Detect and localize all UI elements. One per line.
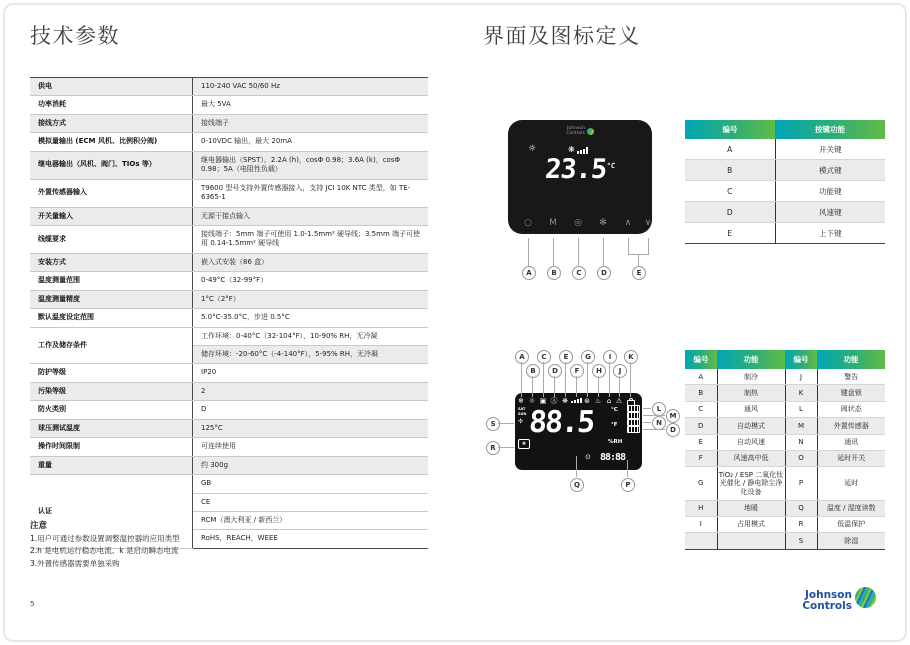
callout-S: S: [486, 417, 500, 431]
callout-M: M: [666, 409, 680, 423]
icons-table-header: 功能: [717, 350, 785, 369]
icon-id: J: [785, 369, 817, 385]
spec-value: 0-49°C（32-99°F）: [193, 272, 429, 290]
table-row: [685, 516, 885, 532]
callout-B: B: [526, 364, 540, 378]
cool-snowflake-icon: ❄: [518, 397, 524, 405]
spec-table: [30, 77, 428, 549]
callout-D: D: [666, 423, 680, 437]
icon-function: 通讯: [817, 434, 885, 450]
table-row: [685, 533, 885, 549]
table-row: [30, 151, 428, 179]
table-row: [685, 418, 885, 434]
table-row: [30, 272, 428, 290]
icon-id: B: [685, 385, 717, 401]
note-item: 1.用户可通过参数设置调整温控器的应用类型: [30, 534, 180, 543]
icon-id: L: [785, 401, 817, 417]
key-id: A: [685, 139, 775, 160]
spec-value: 工作环境：0-40°C（32-104°F），10-90% RH，无冷凝: [193, 327, 429, 345]
spec-label: 球压测试温度: [30, 419, 193, 437]
spec-label: 温度测量精度: [30, 290, 193, 308]
icon-id: O: [785, 450, 817, 466]
table-row: [685, 181, 885, 202]
spec-value: 125°C: [193, 419, 429, 437]
notes-block: [30, 519, 180, 570]
heat-sun-icon: ☼: [528, 144, 537, 154]
icon-id: S: [785, 533, 817, 549]
lcd-temperature-display: 88.5: [527, 405, 595, 440]
callout-E: E: [559, 350, 573, 364]
brand-text: Johnson Controls: [802, 589, 852, 613]
spec-value: 约 300g: [193, 456, 429, 474]
table-row: [30, 327, 428, 345]
spec-value: IP20: [193, 364, 429, 382]
icon-id: [685, 533, 717, 549]
callout-I: I: [603, 350, 617, 364]
frost-protect-icon: ❅: [518, 439, 530, 449]
icon-id: P: [785, 467, 817, 500]
fan-speed-bars-icon: [577, 147, 588, 154]
fan-speed-bars-icon: [571, 398, 582, 403]
callout-line: [543, 362, 544, 397]
icons-table: [685, 350, 885, 550]
callout-J: J: [613, 364, 627, 378]
spec-label: 接线方式: [30, 114, 193, 132]
callout-E: E: [632, 266, 646, 280]
table-row: [30, 133, 428, 151]
icon-function: 占用模式: [717, 516, 785, 532]
spec-label: 防火类别: [30, 401, 193, 419]
purifier-icon: ⊛: [584, 397, 590, 405]
external-sensor-icon: [627, 412, 640, 419]
table-row: [685, 500, 885, 516]
callout-line: [498, 423, 514, 424]
callout-Q: Q: [570, 478, 584, 492]
icon-function: 警告: [817, 369, 885, 385]
spec-label: 外置传感器输入: [30, 179, 193, 207]
callout-N: N: [652, 416, 666, 430]
lcd-diagram: [515, 393, 642, 470]
spec-value: 嵌入式安装（86 盒）: [193, 253, 429, 271]
notes-title: 注意: [30, 521, 48, 531]
spec-label: 模拟量输出 (ECM 风机、比例积分阀): [30, 133, 193, 151]
spec-value: 继电器输出（SPST），2.2A (h)，cosΦ 0.98；3.6A (k)，cosΦ 0.98；5A（电阻性负载）: [193, 151, 429, 179]
spec-value: 110-240 VAC 50/60 Hz: [193, 78, 429, 96]
spec-label: 线缆要求: [30, 225, 193, 253]
icon-function: 阀状态: [817, 401, 885, 417]
callout-K: K: [624, 350, 638, 364]
callout-G: G: [581, 350, 595, 364]
spec-value: 可连续使用: [193, 438, 429, 456]
callout-line: [498, 447, 514, 448]
spec-value: CE: [193, 493, 429, 511]
delay-clock-icon: ⊙: [585, 453, 591, 461]
table-row: [30, 225, 428, 253]
spec-label: 工作及储存条件: [30, 327, 193, 364]
callout-line: [638, 254, 639, 266]
floor-heating-icon: ♨: [594, 397, 602, 405]
key-id: B: [685, 160, 775, 181]
callout-line: [553, 238, 554, 266]
key-id: C: [685, 181, 775, 202]
table-row: [30, 364, 428, 382]
key-function: 模式键: [775, 160, 885, 181]
brand-globe-icon: [855, 587, 876, 608]
icon-id: F: [685, 450, 717, 466]
power-button-icon: ○: [524, 218, 532, 228]
table-row: [30, 207, 428, 225]
spec-label: 温度测量范围: [30, 272, 193, 290]
icon-function: 延时开关: [817, 450, 885, 466]
fan-button-icon: ✻: [599, 218, 607, 228]
spec-label: 防护等级: [30, 364, 193, 382]
callout-line: [619, 376, 620, 397]
table-row: [30, 419, 428, 437]
auto-mode-icon: Ⓐ: [550, 397, 558, 405]
status-box-icon: [627, 426, 640, 433]
callout-B: B: [547, 266, 561, 280]
icons-table-header: 编号: [685, 350, 717, 369]
fahrenheit-unit: °F: [611, 422, 618, 428]
occupied-icon: ⌂: [606, 397, 612, 405]
celsius-unit: °C: [611, 407, 618, 413]
page-number: 5: [30, 600, 35, 608]
table-row: [685, 369, 885, 385]
table-row: [685, 401, 885, 417]
spec-label: 继电器输出（风机、阀门、TIOs 等）: [30, 151, 193, 179]
temperature-unit: °C: [606, 162, 616, 170]
icon-function: 除湿: [817, 533, 885, 549]
icon-function: 外置传感器: [817, 418, 885, 434]
table-row: [685, 385, 885, 401]
icon-id: I: [685, 516, 717, 532]
callout-line: [578, 238, 579, 266]
spec-value: D: [193, 401, 429, 419]
icon-id: D: [685, 418, 717, 434]
dehumidify-icon: ✣: [518, 418, 524, 425]
up-button-icon: ∧: [624, 218, 632, 228]
communication-icon: [627, 419, 640, 426]
spec-label: 污染等级: [30, 382, 193, 400]
table-row: [685, 160, 885, 181]
callout-line: [603, 238, 604, 266]
spec-label: 重量: [30, 456, 193, 474]
spec-label: 功率消耗: [30, 96, 193, 114]
icons-table-header: 功能: [817, 350, 885, 369]
table-row: [30, 309, 428, 327]
icon-id: E: [685, 434, 717, 450]
icon-id: N: [785, 434, 817, 450]
icon-id: A: [685, 369, 717, 385]
spec-value: RoHS，REACH，WEEE: [201, 534, 278, 543]
key-id: E: [685, 223, 775, 244]
spec-value: 0-10VDC 输出，最大 20mA: [193, 133, 429, 151]
spec-value: 接线端子: [193, 114, 429, 132]
weekday-indicator: SAT SUN: [518, 407, 527, 416]
callout-line: [576, 376, 577, 397]
icon-id: C: [685, 401, 717, 417]
down-button-icon: ∨: [644, 218, 652, 228]
valve-status-icon: [627, 405, 640, 412]
table-row: [30, 96, 428, 114]
callout-line: [587, 362, 588, 397]
keys-table-header: 编号: [685, 120, 775, 139]
icon-id: K: [785, 385, 817, 401]
callout-line: [576, 456, 577, 477]
spec-label: 开关量输入: [30, 207, 193, 225]
key-function: 开关键: [775, 139, 885, 160]
brand-globe-icon: [587, 128, 594, 135]
right-section-title: 界面及图标定义: [483, 24, 641, 48]
table-row: [30, 456, 428, 474]
icon-function: TiO₂ / ESP 二氧化钛光催化 / 静电除尘净化设备: [717, 467, 785, 500]
spec-label: 操作时间限制: [30, 438, 193, 456]
icon-function: 键盘锁: [817, 385, 885, 401]
spec-label: 默认温度设定范围: [30, 309, 193, 327]
alert-icon: ⚠: [615, 397, 623, 405]
vent-icon: ▣: [539, 397, 547, 405]
johnson-controls-logo: [778, 590, 876, 613]
note-item: 2.h 是电机运行稳态电流、k 是启动瞬态电流: [30, 546, 179, 556]
icon-function: 自动模式: [717, 418, 785, 434]
callout-line: [521, 362, 522, 397]
table-row: [685, 467, 885, 500]
callout-R: R: [486, 441, 500, 455]
callout-line: [609, 362, 610, 397]
spec-value: 5.0°C-35.0°C，步进 0.5°C: [193, 309, 429, 327]
table-row: [30, 475, 428, 493]
callout-line: [648, 238, 649, 254]
icon-function: 低温保护: [817, 516, 885, 532]
callout-A: A: [522, 266, 536, 280]
spec-value: 接线端子：5mm 端子可使用 1.0-1.5mm² 硬导线；3.5mm 端子可使用 0.14-1.5mm² 硬导线: [193, 225, 429, 253]
icon-function: 延时: [817, 467, 885, 500]
keys-table-header: 按键功能: [775, 120, 885, 139]
icon-function: 地暖: [717, 500, 785, 516]
callout-line: [628, 238, 629, 254]
key-id: D: [685, 202, 775, 223]
callout-A: A: [515, 350, 529, 364]
table-row: [685, 434, 885, 450]
delay-time-display: 88:88: [600, 452, 626, 463]
callout-C: C: [537, 350, 551, 364]
icon-id: H: [685, 500, 717, 516]
spec-value: 1°C（2°F）: [193, 290, 429, 308]
table-row: [30, 382, 428, 400]
keys-table: [685, 120, 885, 244]
table-row: [30, 290, 428, 308]
spec-value: GB: [193, 475, 429, 493]
table-row: [685, 450, 885, 466]
left-section-title: 技术参数: [30, 24, 120, 48]
humidity-unit: %RH: [608, 439, 623, 445]
mode-button: M: [549, 218, 557, 228]
spec-value: 2: [193, 382, 429, 400]
callout-H: H: [592, 364, 606, 378]
callout-line: [643, 429, 665, 430]
icon-function: 温度 / 湿度读数: [817, 500, 885, 516]
callout-P: P: [621, 478, 635, 492]
table-row: [685, 139, 885, 160]
spec-label: 认证: [30, 475, 193, 549]
lock-icon: [627, 400, 635, 406]
spec-value: RCM（澳大利亚 / 新西兰）: [193, 511, 429, 529]
icon-id: R: [785, 516, 817, 532]
function-button-icon: ◎: [574, 218, 582, 228]
table-row: [30, 401, 428, 419]
callout-L: L: [652, 402, 666, 416]
icon-function: [717, 533, 785, 549]
callout-C: C: [572, 266, 586, 280]
temperature-display: $23.5^{^\circ C}$: [543, 154, 616, 185]
spec-label: 供电: [30, 78, 193, 96]
icon-id: M: [785, 418, 817, 434]
icon-function: 自动风速: [717, 434, 785, 450]
callout-D: D: [548, 364, 562, 378]
spec-value: T9600 型号支持外置传感器接入，支持 JCI 10K NTC 类型，如 TE-6365-1: [193, 179, 429, 207]
table-row: [30, 438, 428, 456]
table-row: [30, 114, 428, 132]
auto-fan-icon: ❋: [562, 397, 568, 405]
thermostat-device: [508, 120, 652, 234]
notes-list: [30, 533, 180, 570]
icons-table-header: 编号: [785, 350, 817, 369]
note-item: 3.外置传感器需要单独采购: [30, 558, 120, 568]
key-function: 功能键: [775, 181, 885, 202]
fan-speed-indicator: [568, 145, 588, 154]
table-row: [30, 78, 428, 96]
callout-line: [565, 362, 566, 397]
callout-line: [643, 408, 651, 409]
heat-sun-icon: ☼: [528, 397, 536, 405]
table-row: [685, 223, 885, 244]
icon-id: Q: [785, 500, 817, 516]
callout-line: [528, 238, 529, 266]
icon-id: G: [685, 467, 717, 500]
callout-F: F: [570, 364, 584, 378]
key-function: 风速键: [775, 202, 885, 223]
spec-value: 储存环境：-20-60°C（-4-140°F），5-95% RH，无冷凝: [193, 346, 429, 364]
table-row: [30, 253, 428, 271]
callout-line: [643, 422, 651, 423]
spec-value: 无源干接点输入: [193, 207, 429, 225]
device-brand-logo: [508, 126, 652, 136]
callout-line: [598, 376, 599, 397]
callout-line: [630, 362, 631, 397]
callout-D: D: [597, 266, 611, 280]
icon-function: 制热: [717, 385, 785, 401]
table-row: [685, 202, 885, 223]
key-function: 上下键: [775, 223, 885, 244]
callout-line: [532, 376, 533, 397]
icon-function: 通风: [717, 401, 785, 417]
callout-line: [627, 460, 628, 477]
spec-value: 最大 5VA: [193, 96, 429, 114]
device-brand-text: Johnson Controls: [566, 126, 585, 137]
spec-label: 安装方式: [30, 253, 193, 271]
fan-icon: ❋: [568, 145, 575, 154]
icon-function: 风速高中低: [717, 450, 785, 466]
icon-function: 制冷: [717, 369, 785, 385]
callout-line: [554, 376, 555, 397]
table-row: [30, 179, 428, 207]
